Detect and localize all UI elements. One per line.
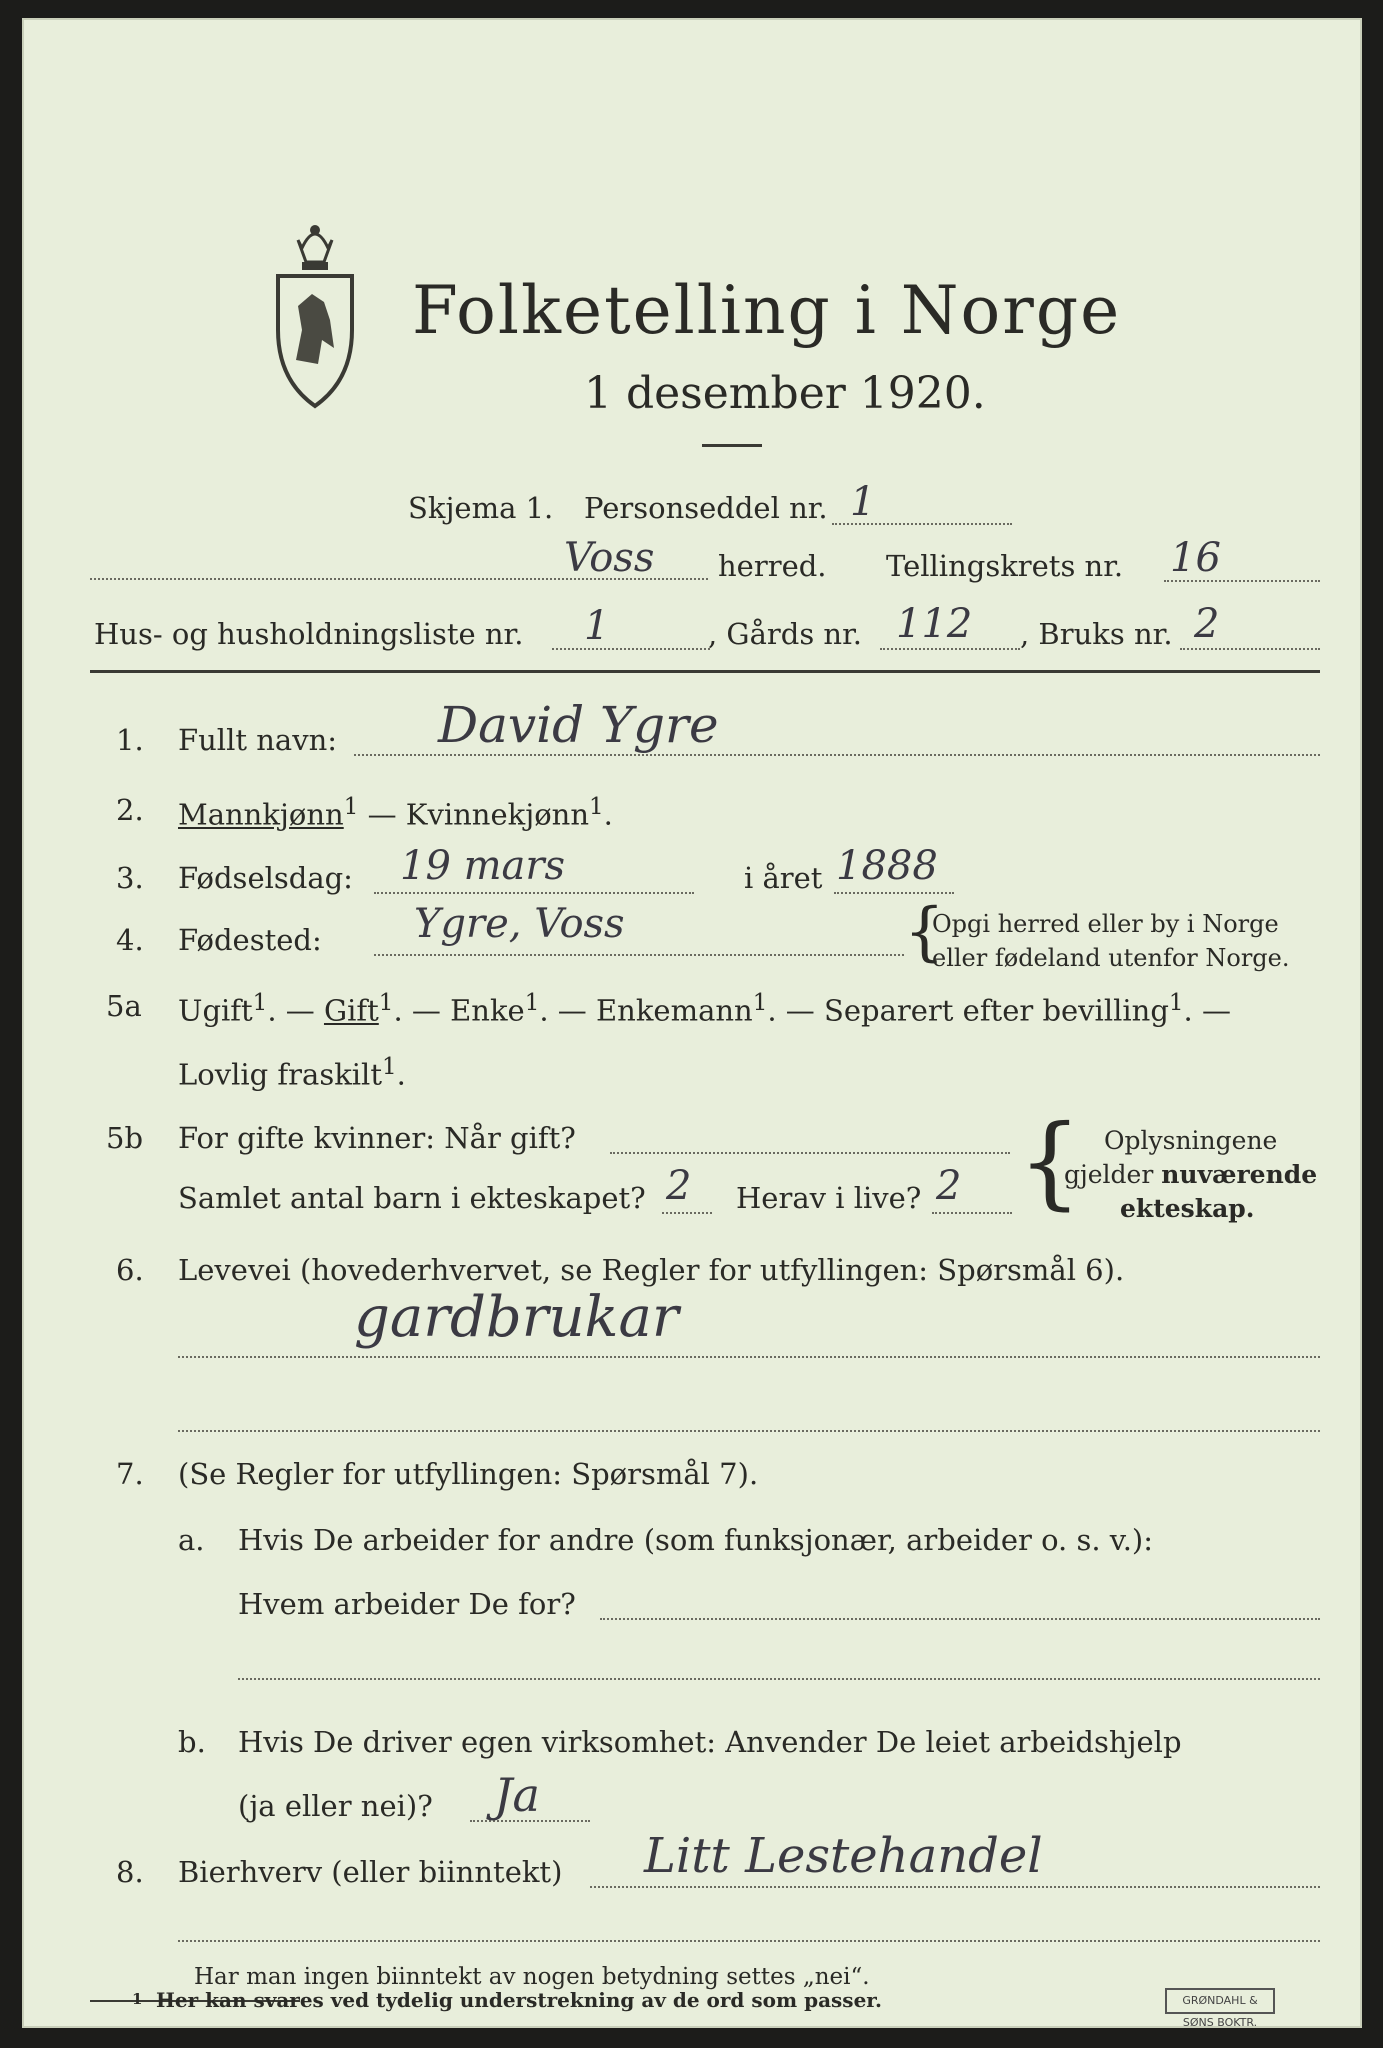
q3-value: 19 mars <box>400 843 566 889</box>
personseddel-label: Personseddel nr. <box>584 491 828 525</box>
q6-line-2 <box>178 1430 1320 1432</box>
printer-stamp: GRØNDAHL & SØNS BOKTR. <box>1165 1988 1275 2014</box>
q8-line <box>590 1886 1320 1888</box>
q7a-line-2: Hvem arbeider De for? <box>238 1587 576 1621</box>
tellingskrets-label: Tellingskrets nr. <box>886 549 1124 583</box>
census-form <box>22 18 1362 2028</box>
q7b-line-2: (ja eller nei)? <box>238 1789 433 1823</box>
gards-label: , Gårds nr. <box>708 617 862 651</box>
gards-value: 112 <box>896 601 973 647</box>
q1-value: David Ygre <box>438 696 719 754</box>
q3-line <box>374 892 694 894</box>
q5a-number: 5a <box>106 989 142 1023</box>
q7a-number: a. <box>178 1523 205 1557</box>
hus-label: Hus- og husholdningsliste nr. <box>94 617 524 651</box>
q8-label: Bierhverv (eller biinntekt) <box>178 1855 563 1889</box>
q5b-gift-line <box>610 1152 1010 1154</box>
title-divider <box>702 444 762 447</box>
footer-note: Har man ingen biinntekt av nogen betydning settes „nei“. <box>194 1964 870 1990</box>
q1-label: Fullt navn: <box>178 723 338 757</box>
q5b-note-3: ekteskap. <box>1120 1194 1255 1223</box>
q4-number: 4. <box>116 923 144 957</box>
q1-line <box>354 754 1320 756</box>
q4-line <box>374 954 904 956</box>
skjema-label: Skjema 1. <box>408 491 554 525</box>
q7b-number: b. <box>178 1725 206 1759</box>
bruks-line <box>1180 648 1320 650</box>
q8-line-2 <box>178 1940 1320 1942</box>
form-date: 1 desember 1920. <box>584 368 986 419</box>
herred-value: Voss <box>564 535 655 581</box>
q4-value: Ygre, Voss <box>414 901 625 947</box>
q7b-line-1: Hvis De driver egen virksomhet: Anvender De leiet arbeidshjelp <box>238 1725 1182 1759</box>
q3-year-line <box>834 892 954 894</box>
q6-value: gardbrukar <box>354 1285 679 1350</box>
q5b-number: 5b <box>106 1121 144 1155</box>
q8-value: Litt Lestehandel <box>644 1828 1043 1884</box>
q3-year-label: i året <box>744 861 823 895</box>
q5b-note-1: Oplysningene <box>1104 1126 1278 1155</box>
q5b-barn-line <box>662 1212 712 1214</box>
q4-label: Fødested: <box>178 923 322 957</box>
q5b-label-2: Samlet antal barn i ekteskapet? <box>178 1181 646 1215</box>
hus-value: 1 <box>584 603 610 649</box>
q5b-live-value: 2 <box>936 1163 962 1209</box>
q5a-line-2: Lovlig fraskilt$^1$. <box>178 1054 406 1092</box>
q7a-line <box>600 1618 1320 1620</box>
q3-year-value: 1888 <box>836 843 938 889</box>
q4-note-1: Opgi herred eller by i Norge <box>932 910 1279 938</box>
q4-note-2: eller fødeland utenfor Norge. <box>932 944 1290 972</box>
q2-mann: Mannkjønn <box>178 797 344 832</box>
q5b-live-line <box>932 1212 1012 1214</box>
form-title: Folketelling i Norge <box>412 272 1122 349</box>
bruks-value: 2 <box>1194 601 1220 647</box>
q6-label: Levevei (hovederhvervet, se Regler for utfyllingen: Spørsmål 6). <box>178 1253 1125 1287</box>
q3-number: 3. <box>116 861 144 895</box>
hus-line <box>552 648 710 650</box>
q7-label: (Se Regler for utfyllingen: Spørsmål 7). <box>178 1457 759 1491</box>
q7a-line-extra <box>238 1678 1320 1680</box>
q2-number: 2. <box>116 793 144 827</box>
q5b-brace: { <box>1018 1103 1082 1220</box>
header-rule <box>90 670 1320 673</box>
q5b-live-label: Herav i live? <box>736 1181 922 1215</box>
tellingskrets-value: 16 <box>1170 535 1221 581</box>
q6-line-1 <box>178 1356 1320 1358</box>
gards-line <box>880 648 1020 650</box>
herred-label: herred. <box>718 549 827 583</box>
q7-number: 7. <box>116 1457 144 1491</box>
personseddel-value: 1 <box>850 479 876 525</box>
q2-kvinne: Kvinnekjønn <box>405 797 590 832</box>
coat-of-arms-icon <box>272 210 358 410</box>
q8-number: 8. <box>116 1855 144 1889</box>
q7a-line-1: Hvis De arbeider for andre (som funksjonær, arbeider o. s. v.): <box>238 1523 1154 1557</box>
q2-options: Mannkjønn$^1$ — Kvinnekjønn$^1$. <box>178 794 613 832</box>
footnote-number: 1 <box>132 1990 143 2008</box>
q5b-barn-value: 2 <box>666 1163 692 1209</box>
q7b-value: Ja <box>494 1768 540 1822</box>
q1-number: 1. <box>116 723 144 757</box>
bruks-label: , Bruks nr. <box>1020 617 1173 651</box>
q6-number: 6. <box>116 1253 144 1287</box>
q3-label: Fødselsdag: <box>178 861 353 895</box>
q5b-note-2: gjelder nuværende <box>1064 1160 1318 1189</box>
q4-brace: { <box>904 895 945 969</box>
footnote-text: Her kan svares ved tydelig understrekning av de ord som passer. <box>156 1988 882 2012</box>
q5b-label-1: For gifte kvinner: Når gift? <box>178 1121 576 1155</box>
q5a-gift: Gift <box>323 993 379 1028</box>
q5a-options: Ugift$^1$. — Gift$^1$. — Enke$^1$. — Enkemann$^1$. — Separert efter bevilling$^1$. — <box>178 990 1231 1028</box>
